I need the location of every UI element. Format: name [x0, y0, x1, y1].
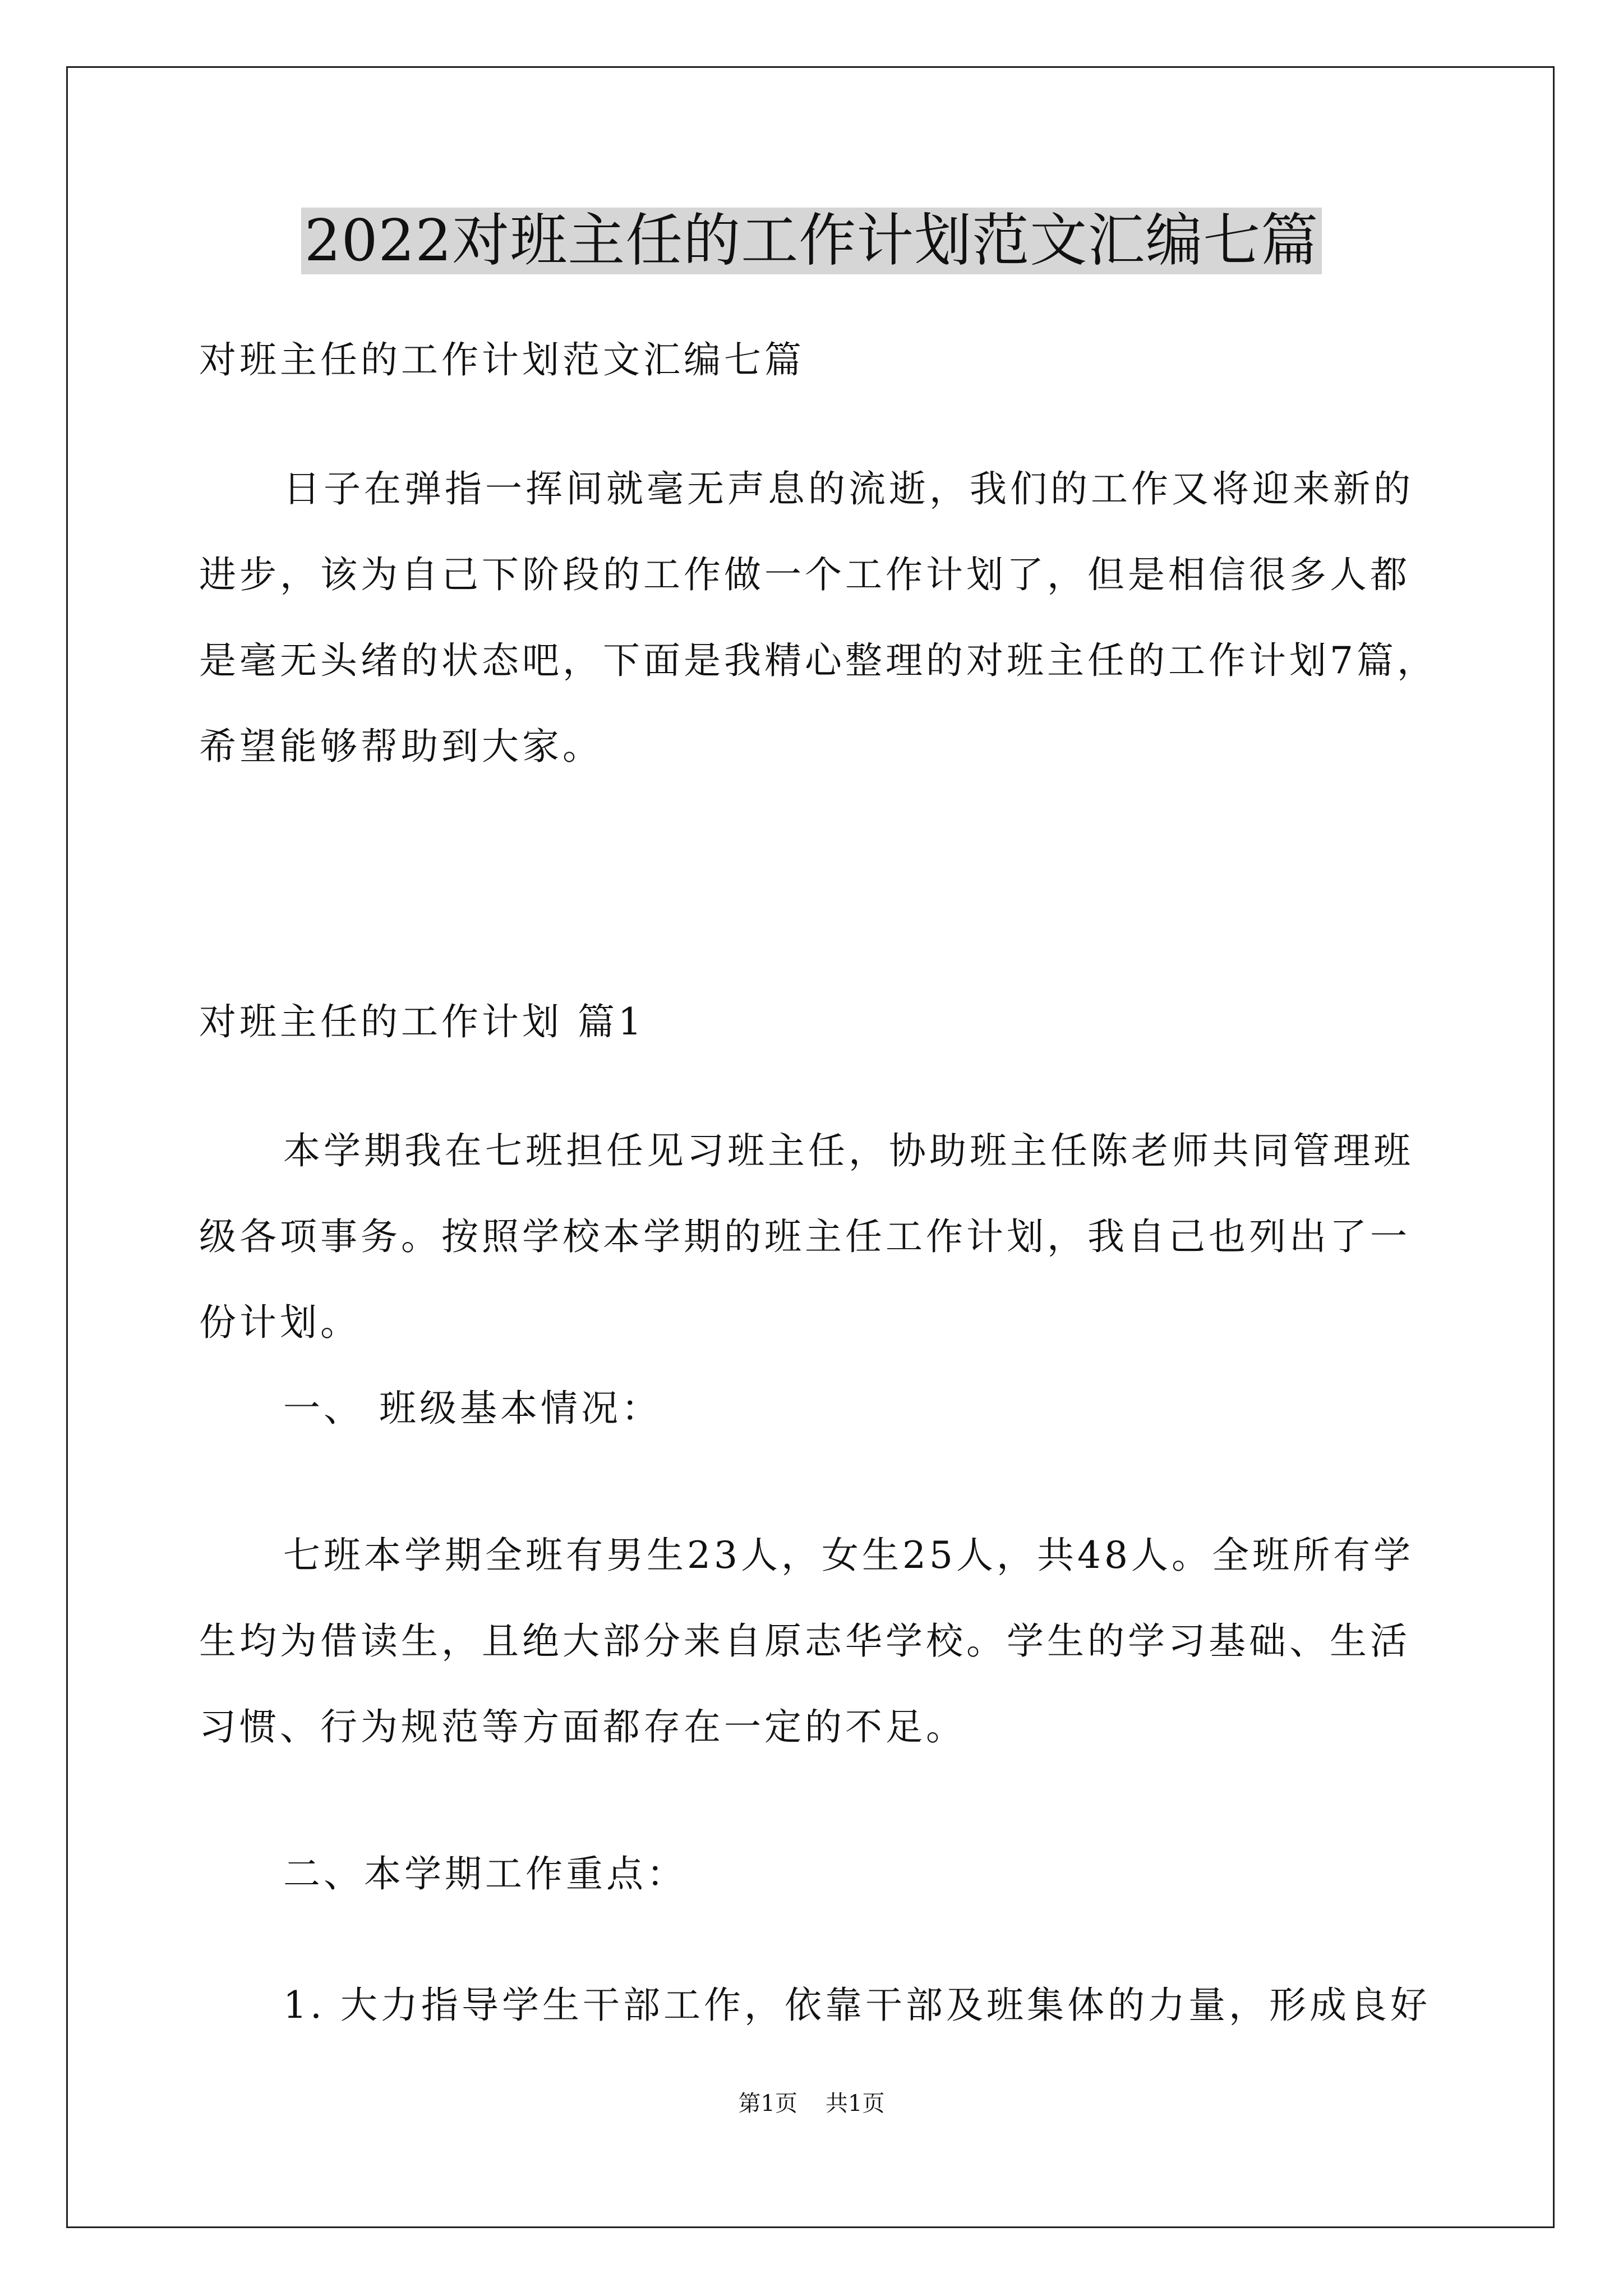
class-line-2: 生均为借读生，且绝大部分来自原志华学校。学生的学习基础、生活: [199, 1619, 1410, 1663]
page-total: 共1页: [826, 2091, 885, 2116]
intro-line-2: 进步，该为自己下阶段的工作做一个工作计划了，但是相信很多人都: [199, 553, 1410, 596]
intro-line-3: 是毫无头绪的状态吧，下面是我精心整理的对班主任的工作计划7篇，: [199, 639, 1437, 682]
class-line-1: 七班本学期全班有男生23人，女生25人，共48人。全班所有学: [283, 1534, 1414, 1577]
document-title-text: 2022对班主任的工作计划范文汇编七篇: [301, 208, 1322, 274]
class-line-3: 习惯、行为规范等方面都存在一定的不足。: [199, 1705, 966, 1749]
section-line-3: 份计划。: [199, 1301, 361, 1344]
heading-basic-situation: 一、 班级基本情况：: [283, 1387, 662, 1430]
section-line-1: 本学期我在七班担任见习班主任，协助班主任陈老师共同管理班: [283, 1129, 1414, 1172]
list-item-1: 1. 大力指导学生干部工作，依靠干部及班集体的力量，形成良好: [283, 1984, 1431, 2027]
intro-line-1: 日子在弹指一挥间就毫无声息的流逝，我们的工作又将迎来新的: [283, 467, 1414, 510]
intro-line-4: 希望能够帮助到大家。: [199, 725, 603, 768]
subtitle: 对班主任的工作计划范文汇编七篇: [199, 338, 805, 381]
page-footer: [0, 2087, 1623, 2120]
heading-work-focus: 二、本学期工作重点：: [283, 1852, 687, 1895]
section-line-2: 级各项事务。按照学校本学期的班主任工作计划，我自己也列出了一: [199, 1215, 1410, 1258]
page-number: 第1页: [738, 2091, 797, 2116]
section-heading: 对班主任的工作计划 篇1: [199, 1000, 645, 1043]
document-title: [0, 202, 1623, 280]
